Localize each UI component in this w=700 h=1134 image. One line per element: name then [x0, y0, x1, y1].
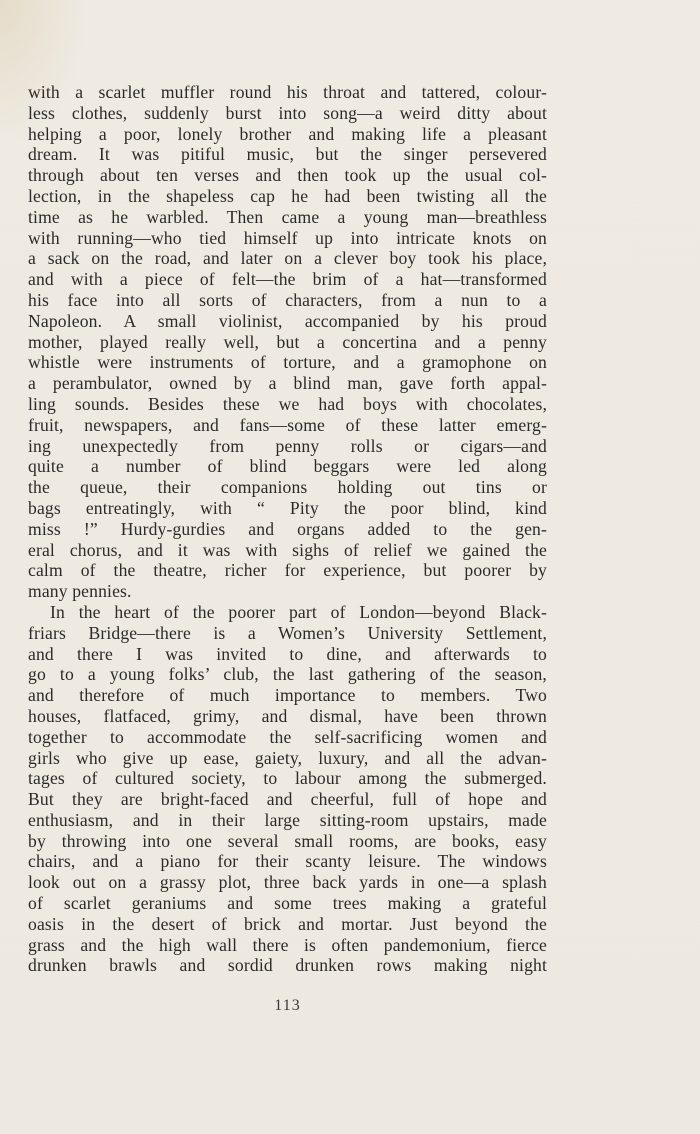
- text-line: eral chorus, and it was with sighs of relief we gained the: [28, 539, 547, 560]
- text-line: fruit, newspapers, and fans—some of these latter emerg-: [28, 414, 547, 435]
- text-line: enthusiasm, and in their large sitting-room upstairs, made: [28, 809, 547, 830]
- text-line: oasis in the desert of brick and mortar. Just beyond the: [28, 913, 547, 934]
- text-line: ling sounds. Besides these we had boys with chocolates,: [28, 393, 547, 414]
- text-line: with a scarlet muffler round his throat and tattered, colour-: [28, 82, 547, 102]
- text-line: But they are bright-faced and cheerful, full of hope and: [28, 789, 547, 810]
- text-line: drunken brawls and sordid drunken rows making night: [28, 955, 547, 976]
- text-line: and there I was invited to dine, and afterwards to: [28, 643, 547, 664]
- text-line: by throwing into one several small rooms, are books, easy: [28, 830, 547, 851]
- text-line: time as he warbled. Then came a young man—breathless: [28, 206, 547, 227]
- page-number: 113: [274, 997, 301, 1014]
- text-line: whistle were instruments of torture, and a gramophone on: [28, 352, 547, 373]
- text-line: tages of cultured society, to labour among the submerged.: [28, 768, 547, 789]
- text-line: mother, played really well, but a concertina and a penny: [28, 331, 547, 352]
- text-line: go to a young folks’ club, the last gathering of the season,: [28, 664, 547, 685]
- text-line: lection, in the shapeless cap he had been twisting all the: [28, 185, 547, 206]
- text-line: miss !” Hurdy-gurdies and organs added to the gen-: [28, 518, 547, 539]
- text-line: dream. It was pitiful music, but the singer persevered: [28, 144, 547, 165]
- text-line: of scarlet geraniums and some trees making a grateful: [28, 893, 547, 914]
- body-text: [28, 82, 547, 976]
- text-line: girls who give up ease, gaiety, luxury, and all the advan-: [28, 747, 547, 768]
- text-line: grass and the high wall there is often pandemonium, fierce: [28, 934, 547, 955]
- text-line: bags entreatingly, with “ Pity the poor blind, kind: [28, 497, 547, 518]
- text-line: calm of the theatre, richer for experience, but poorer by: [28, 560, 547, 581]
- text-line: helping a poor, lonely brother and making life a pleasant: [28, 123, 547, 144]
- text-line: chairs, and a piano for their scanty leisure. The windows: [28, 851, 547, 872]
- text-line: his face into all sorts of characters, from a nun to a: [28, 289, 547, 310]
- text-line: houses, flatfaced, grimy, and dismal, have been thrown: [28, 705, 547, 726]
- text-line: the queue, their companions holding out tins or: [28, 477, 547, 498]
- text-line: less clothes, suddenly burst into song—a weird ditty about: [28, 102, 547, 123]
- text-line: with running—who tied himself up into intricate knots on: [28, 227, 547, 248]
- text-line: a perambulator, owned by a blind man, gave forth appal-: [28, 373, 547, 394]
- text-line: many pennies.: [28, 581, 132, 602]
- text-line: In the heart of the poorer part of London—beyond Black-: [50, 601, 547, 622]
- text-line: and therefore of much importance to members. Two: [28, 685, 547, 706]
- text-line: quite a number of blind beggars were led along: [28, 456, 547, 477]
- text-line: a sack on the road, and later on a clever boy took his place,: [28, 248, 547, 269]
- text-line: through about ten verses and then took up the usual col-: [28, 165, 547, 186]
- text-line: ing unexpectedly from penny rolls or cigars—and: [28, 435, 547, 456]
- text-line: look out on a grassy plot, three back yards in one—a splash: [28, 872, 547, 893]
- text-line: friars Bridge—there is a Women’s University Settlement,: [28, 622, 547, 643]
- text-line: and with a piece of felt—the brim of a hat—transformed: [28, 269, 547, 290]
- text-line: Napoleon. A small violinist, accompanied by his proud: [28, 310, 547, 331]
- text-line: together to accommodate the self-sacrificing women and: [28, 726, 547, 747]
